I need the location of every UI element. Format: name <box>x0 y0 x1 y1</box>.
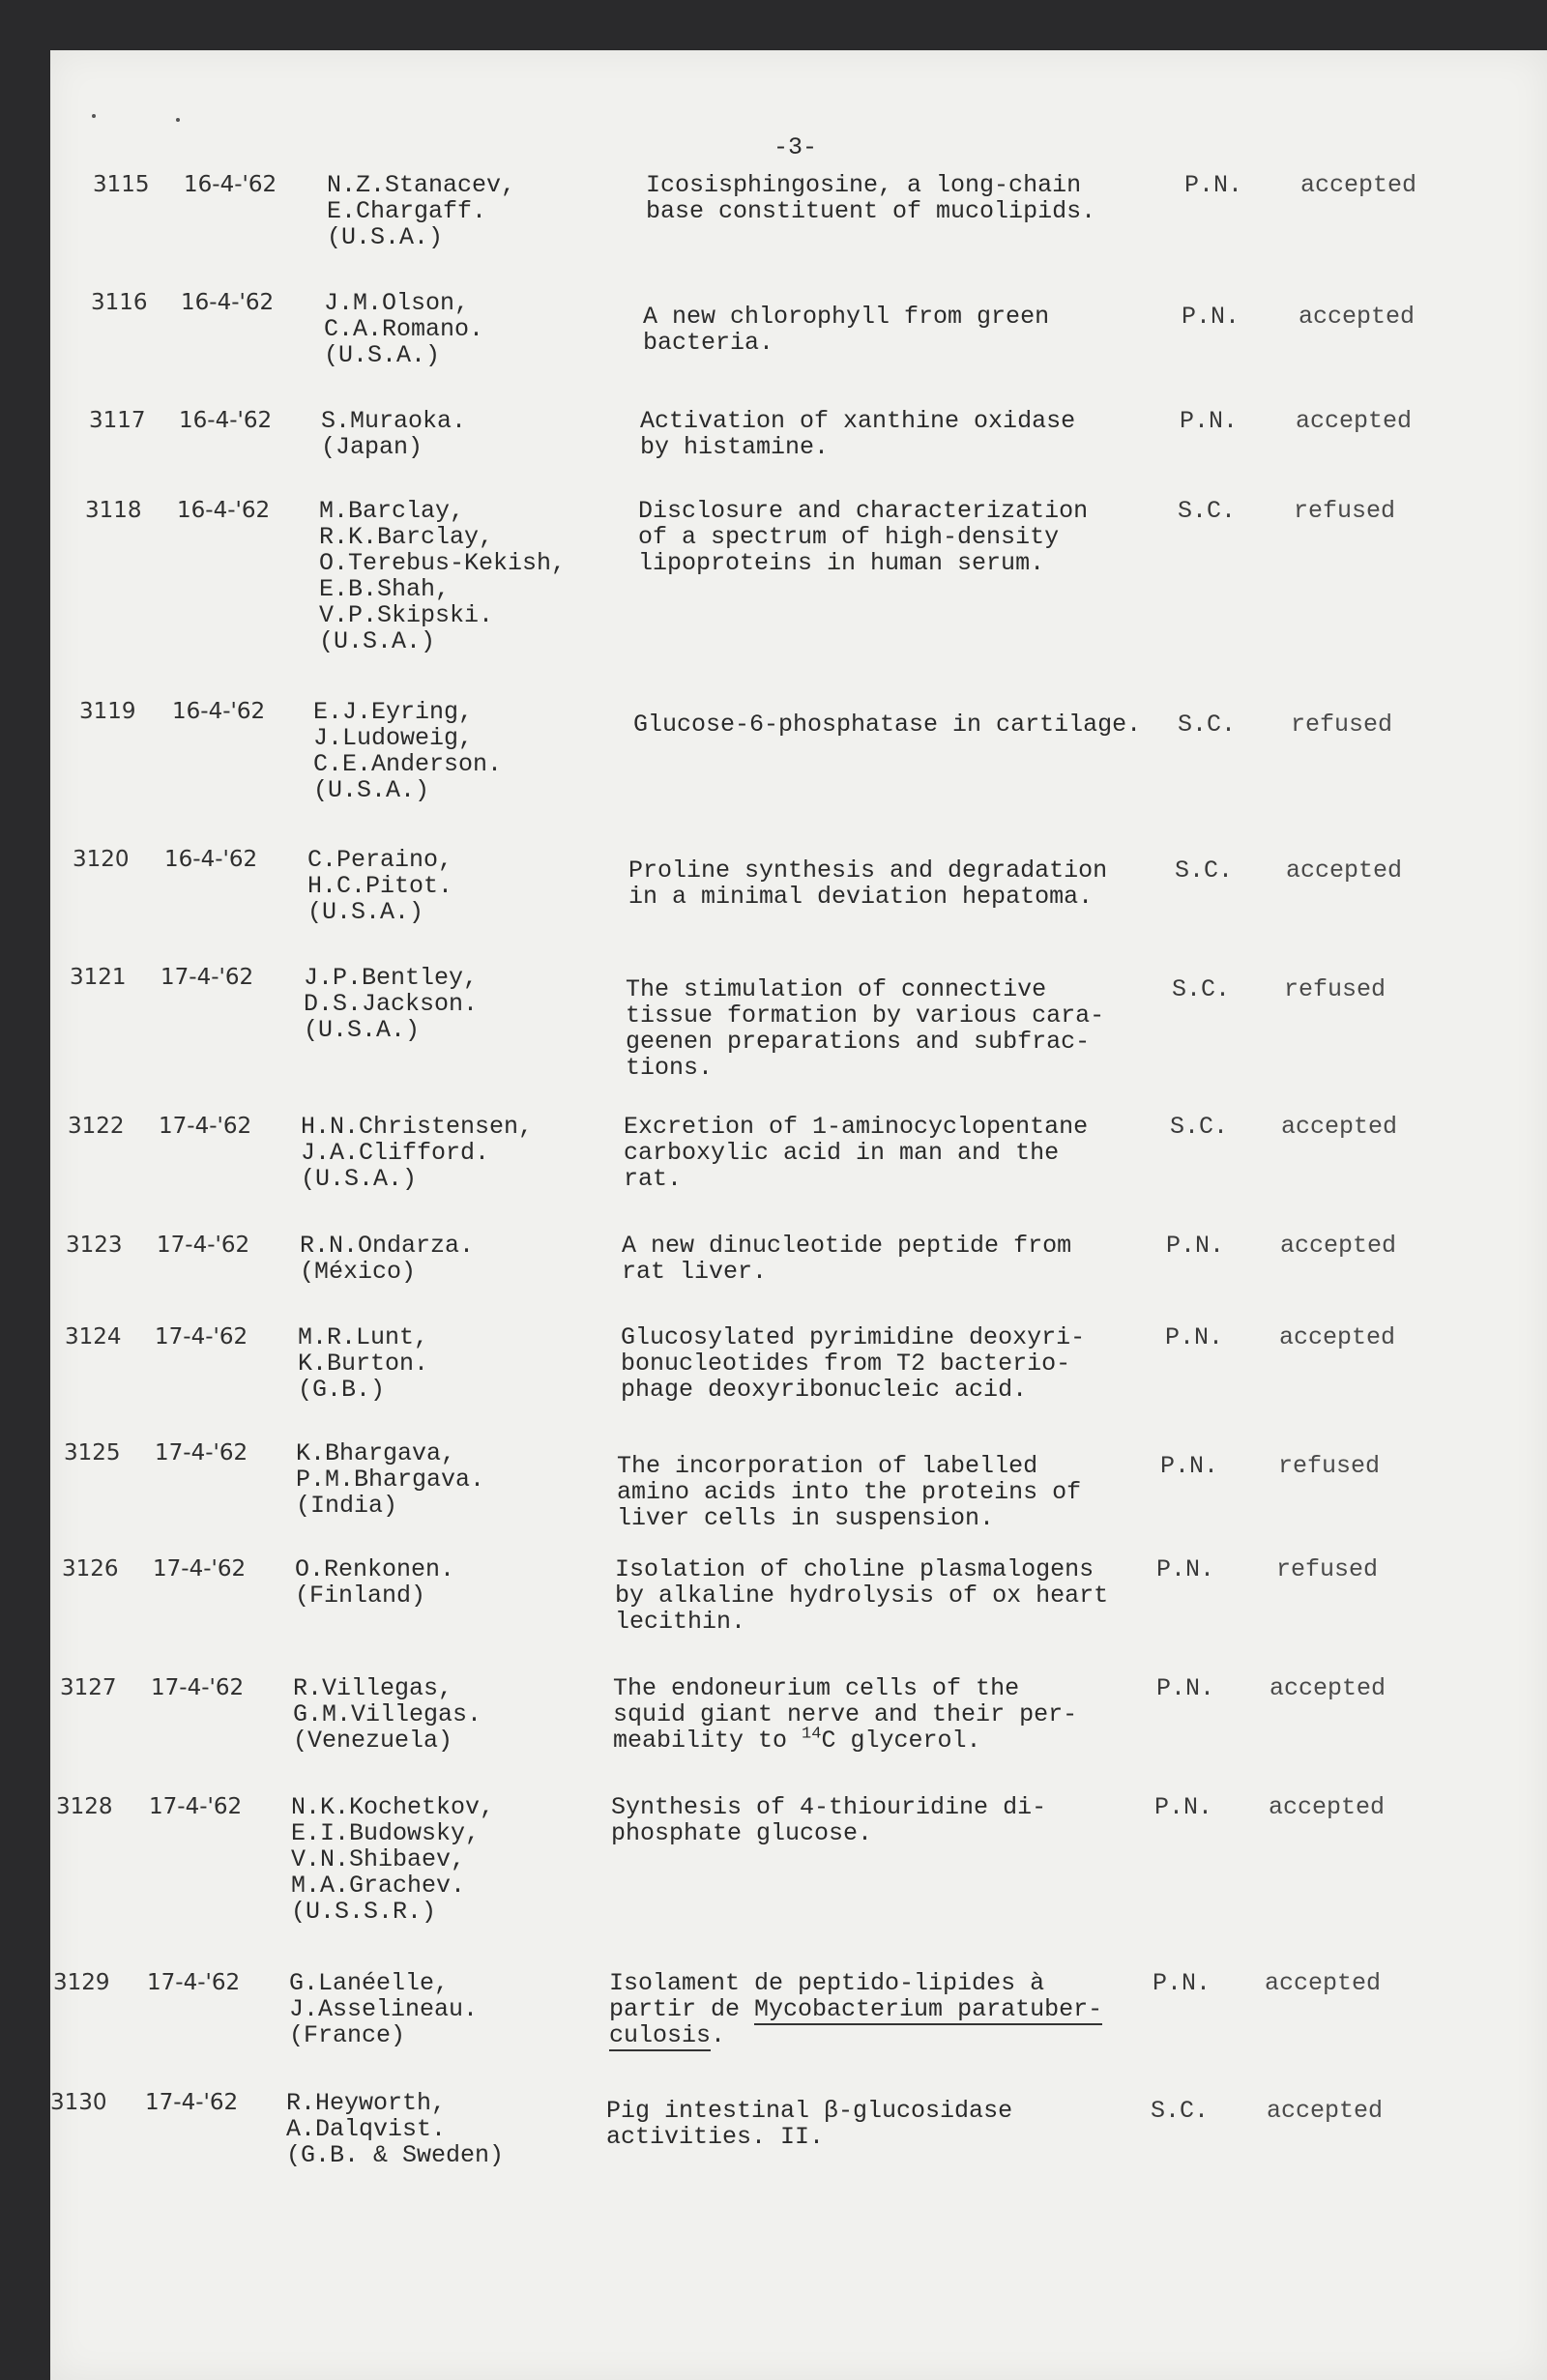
entry-number: 3115 <box>93 172 150 197</box>
entry-number: 3122 <box>68 1114 125 1139</box>
entry-title: Activation of xanthine oxidase by histamine. <box>640 407 1076 461</box>
entry-authors: R.Villegas, G.M.Villegas. (Venezuela) <box>293 1674 482 1755</box>
entry-authors: O.Renkonen. (Finland) <box>295 1555 455 1610</box>
entry-submission-type: S.C. <box>1178 711 1237 739</box>
entry-decision: accepted <box>1280 1232 1397 1260</box>
entry-authors: N.K.Kochetkov, E.I.Budowsky, V.N.Shibaev, M.A.Grachev. (U.S.S.R.) <box>291 1793 495 1926</box>
entry-title-text: . <box>711 2021 726 2049</box>
entry-authors: R.Heyworth, A.Dalqvist. (G.B. & Sweden) <box>286 2089 505 2169</box>
entry-submission-type: P.N. <box>1184 171 1243 199</box>
entry-decision: accepted <box>1279 1323 1396 1351</box>
entry-title: A new chlorophyll from green bacteria. <box>643 303 1050 357</box>
entry-date: 16-4-'62 <box>184 172 277 197</box>
entry-date: 17-4-'62 <box>153 1556 247 1582</box>
entry-decision: accepted <box>1269 1793 1386 1821</box>
entry-authors: J.P.Bentley, D.S.Jackson. (U.S.A.) <box>304 964 479 1044</box>
entry-date: 17-4-'62 <box>155 1324 248 1350</box>
entry-submission-type: P.N. <box>1154 1793 1213 1821</box>
entry-title: Icosisphingosine, a long-chain base constituent of mucolipids. <box>646 171 1096 225</box>
entry-submission-type: P.N. <box>1156 1674 1215 1702</box>
register-entry <box>0 1232 1547 1286</box>
entry-authors: G.Lanéelle, J.Asselineau. (France) <box>289 1969 479 2049</box>
entry-title: Disclosure and characterization of a spectrum of high-density lipoproteins in human serum. <box>638 497 1089 577</box>
entry-title: Pig intestinal β-glucosidase activities. II. <box>606 2097 1013 2151</box>
entry-number: 3126 <box>62 1556 119 1582</box>
entry-date: 17-4-'62 <box>155 1440 248 1466</box>
entry-title: A new dinucleotide peptide from rat liver. <box>622 1232 1072 1286</box>
entry-date: 17-4-'62 <box>161 965 254 990</box>
entry-title: Isolation of choline plasmalogens by alkaline hydrolysis of ox heart lecithin. <box>615 1555 1109 1636</box>
entry-decision: accepted <box>1281 1113 1398 1141</box>
entry-number: 3125 <box>64 1440 121 1466</box>
entry-submission-type: S.C. <box>1151 2097 1210 2125</box>
entry-number: 3118 <box>85 498 142 523</box>
entry-number: 3130 <box>50 2090 107 2115</box>
entry-title: The stimulation of connective tissue formation by various cara- geenen preparations and subfrac- tions. <box>626 975 1105 1082</box>
entry-date: 17-4-'62 <box>159 1114 252 1139</box>
entry-number: 3129 <box>53 1970 110 1995</box>
ink-speck <box>176 118 180 122</box>
underlined-species-name: culosis <box>609 2021 712 2049</box>
entry-number: 3123 <box>66 1233 123 1258</box>
entry-authors: N.Z.Stanacev, E.Chargaff. (U.S.A.) <box>327 171 516 251</box>
entry-submission-type: P.N. <box>1180 407 1239 435</box>
underlined-species-name: Mycobacterium paratuber- <box>754 1995 1103 2023</box>
entry-decision: refused <box>1278 1452 1381 1480</box>
entry-decision: accepted <box>1286 856 1403 885</box>
entry-authors: S.Muraoka. (Japan) <box>321 407 467 461</box>
entry-decision: refused <box>1284 975 1386 1003</box>
entry-date: 16-4-'62 <box>172 699 266 724</box>
entry-submission-type: P.N. <box>1182 303 1241 331</box>
register-entry <box>0 497 1547 655</box>
entry-title: Excretion of 1-aminocyclopentane carboxylic acid in man and the rat. <box>624 1113 1089 1193</box>
entry-submission-type: S.C. <box>1170 1113 1229 1141</box>
entry-date: 16-4-'62 <box>181 290 275 315</box>
entry-decision: refused <box>1276 1555 1379 1583</box>
entry-authors: R.N.Ondarza. (México) <box>300 1232 475 1286</box>
isotope-superscript: 14 <box>802 1725 822 1744</box>
entry-authors: M.R.Lunt, K.Burton. (G.B.) <box>298 1323 429 1404</box>
entry-decision: refused <box>1291 711 1393 739</box>
entry-title: Proline synthesis and degradation in a minimal deviation hepatoma. <box>628 856 1108 911</box>
entry-number: 3124 <box>65 1324 122 1350</box>
ink-speck <box>92 114 96 118</box>
entry-number: 3117 <box>89 408 146 433</box>
entry-title-text: C glycerol. <box>821 1727 981 1755</box>
entry-submission-type: S.C. <box>1175 856 1234 885</box>
entry-title-text: partir de <box>609 1995 755 2023</box>
entry-submission-type: P.N. <box>1153 1969 1211 1997</box>
register-entry <box>0 2089 1547 2169</box>
register-entry <box>0 407 1547 461</box>
register-entry <box>0 698 1547 804</box>
register-entry <box>0 1969 1547 2049</box>
entry-date: 17-4-'62 <box>145 2090 239 2115</box>
entry-authors: E.J.Eyring, J.Ludoweig, C.E.Anderson. (U.S.A.) <box>313 698 503 804</box>
entry-number: 3120 <box>73 847 130 872</box>
entry-submission-type: P.N. <box>1165 1323 1224 1351</box>
entry-number: 3121 <box>70 965 127 990</box>
register-entry <box>0 1439 1547 1532</box>
entry-date: 17-4-'62 <box>151 1675 245 1700</box>
entry-date: 17-4-'62 <box>149 1794 243 1819</box>
entry-title-line: Isolament de peptido-lipides à <box>609 1969 1045 1997</box>
register-entry <box>0 1323 1547 1404</box>
entry-title <box>613 1675 1077 1754</box>
entry-number: 3116 <box>91 290 148 315</box>
entry-decision: accepted <box>1300 171 1417 199</box>
entry-submission-type: S.C. <box>1172 975 1231 1003</box>
entry-title: Glucosylated pyrimidine deoxyri- bonucleotides from T2 bacterio- phage deoxyribonucleic acid. <box>621 1323 1086 1404</box>
entry-submission-type: S.C. <box>1178 497 1237 525</box>
entry-decision: accepted <box>1296 407 1413 435</box>
entry-title: Synthesis of 4-thiouridine di- phosphate glucose. <box>611 1793 1047 1847</box>
entry-number: 3128 <box>56 1794 113 1819</box>
register-entry <box>0 289 1547 369</box>
entry-decision: refused <box>1294 497 1396 525</box>
register-entry <box>0 171 1547 251</box>
entry-title: Glucose-6-phosphatase in cartilage. <box>633 711 1142 739</box>
entry-number: 3119 <box>79 699 136 724</box>
entry-title: The incorporation of labelled amino acids into the proteins of liver cells in suspension. <box>617 1452 1082 1532</box>
entry-date: 16-4-'62 <box>164 847 258 872</box>
entry-number: 3127 <box>60 1675 117 1700</box>
entry-decision: accepted <box>1299 303 1416 331</box>
entry-date: 17-4-'62 <box>157 1233 250 1258</box>
entry-date: 16-4-'62 <box>179 408 273 433</box>
entry-authors: H.N.Christensen, J.A.Clifford. (U.S.A.) <box>301 1113 534 1193</box>
entry-date: 16-4-'62 <box>177 498 271 523</box>
entry-date: 17-4-'62 <box>147 1970 241 1995</box>
register-entry <box>0 1113 1547 1193</box>
entry-submission-type: P.N. <box>1160 1452 1219 1480</box>
entry-title <box>609 1970 1102 2048</box>
entry-submission-type: P.N. <box>1166 1232 1225 1260</box>
page-number: -3- <box>774 133 818 161</box>
register-entry <box>0 1674 1547 1755</box>
entry-submission-type: P.N. <box>1156 1555 1215 1583</box>
entry-decision: accepted <box>1267 2097 1384 2125</box>
register-entry <box>0 964 1547 1082</box>
entry-authors: K.Bhargava, P.M.Bhargava. (India) <box>296 1439 485 1520</box>
register-entry <box>0 846 1547 926</box>
entry-authors: C.Peraino, H.C.Pitot. (U.S.A.) <box>307 846 453 926</box>
entry-decision: accepted <box>1270 1674 1386 1702</box>
entry-title-text: The endoneurium cells of the squid giant nerve and their per- meability to <box>613 1674 1078 1755</box>
entry-decision: accepted <box>1265 1969 1382 1997</box>
register-entry <box>0 1555 1547 1636</box>
entry-authors: J.M.Olson, C.A.Romano. (U.S.A.) <box>324 289 484 369</box>
entry-authors: M.Barclay, R.K.Barclay, O.Terebus-Kekish, E.B.Shah, V.P.Skipski. (U.S.A.) <box>319 497 567 655</box>
register-entry <box>0 1793 1547 1926</box>
